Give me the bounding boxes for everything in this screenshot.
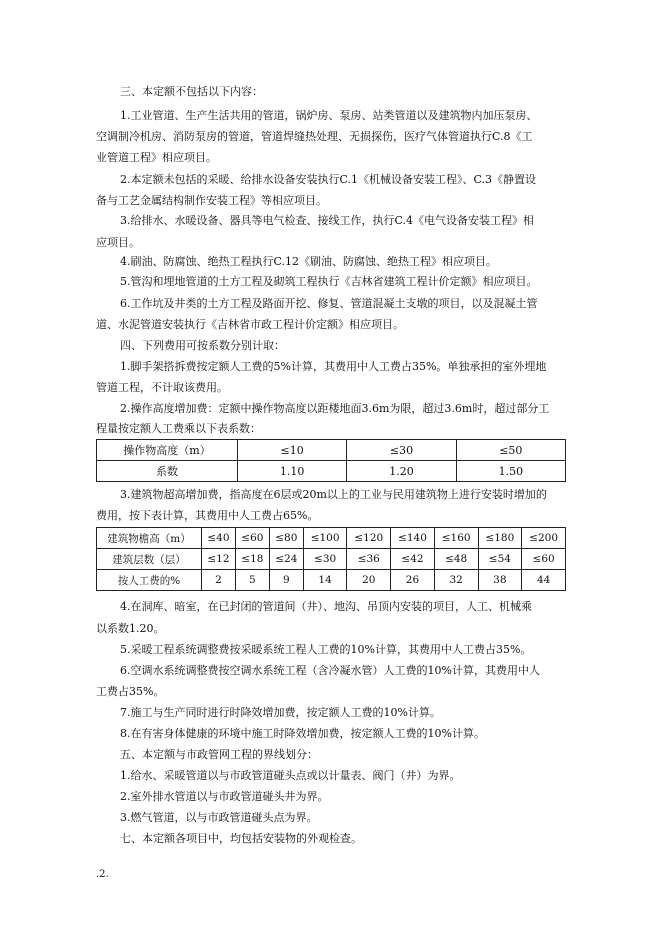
paragraph-line: 5.采暖工程系统调整费按采暖系统工程人工费的10%计算，其费用中人工费占35%。 xyxy=(120,643,532,656)
table-row xyxy=(97,528,566,549)
table-cell: ≤80 xyxy=(269,528,303,549)
table-row xyxy=(97,549,566,570)
table-cell: ≤200 xyxy=(522,528,566,549)
table-cell: ≤60 xyxy=(235,528,269,549)
table-cell: ≤30 xyxy=(347,440,456,461)
section-5-heading: 五、本定额与市政管网工程的界线划分： xyxy=(120,748,318,761)
paragraph-line: 4.刷油、防腐蚀、绝热工程执行C.12《刷油、防腐蚀、绝热工程》相应项目。 xyxy=(120,255,498,268)
section-7-heading: 七、本定额各项目中，均包括安装物的外观检查。 xyxy=(120,832,362,845)
table-cell: 5 xyxy=(235,570,269,591)
paragraph-line: 3.燃气管道，以与市政管道碰头点为界。 xyxy=(120,811,318,824)
paragraph-line: 业管道工程》相应项目。 xyxy=(96,151,217,164)
paragraph-line: 程量按定额人工费乘以下表系数： xyxy=(96,422,261,435)
table-cell: ≤60 xyxy=(522,549,566,570)
table-cell: 9 xyxy=(269,570,303,591)
paragraph-line: 工费占35%。 xyxy=(96,685,165,698)
paragraph-line: 1.脚手架搭拆费按定额人工费的5%计算，其费用中人工费占35%。单独承担的室外埋地 xyxy=(120,360,547,373)
paragraph-line: 2.室外排水管道以与市政管道碰头井为界。 xyxy=(120,790,329,803)
section-3-heading: 三、本定额不包括以下内容： xyxy=(120,85,263,98)
paragraph-line: 费用，按下表计算，其费用中人工费占65%。 xyxy=(96,509,319,522)
height-coefficient-table xyxy=(96,439,566,482)
table-cell: ≤180 xyxy=(478,528,522,549)
table-cell: 系数 xyxy=(97,461,238,482)
table-cell: ≤140 xyxy=(391,528,435,549)
table-cell: 20 xyxy=(347,570,391,591)
table-cell: 38 xyxy=(478,570,522,591)
table-cell: 1.50 xyxy=(456,461,565,482)
table-cell: ≤48 xyxy=(434,549,478,570)
table-row xyxy=(97,440,566,461)
paragraph-line: 1.给水、采暖管道以与市政管道碰头点或以计量表、阀门（井）为界。 xyxy=(120,769,461,782)
paragraph-line: 3.给排水、水暖设备、器具等电气检查、接线工作，执行C.4《电气设备安装工程》相 xyxy=(120,214,535,227)
table-cell: ≤160 xyxy=(434,528,478,549)
table-cell: 32 xyxy=(434,570,478,591)
page-number: .2. xyxy=(96,869,109,880)
table-cell: ≤10 xyxy=(238,440,347,461)
paragraph-line: 空调制冷机房、消防泵房的管道，管道焊缝热处理、无损探伤，医疗气体管道执行C.8《工 xyxy=(96,130,533,143)
table-cell: ≤42 xyxy=(391,549,435,570)
table-cell: ≤18 xyxy=(235,549,269,570)
table-cell: ≤24 xyxy=(269,549,303,570)
paragraph-line: 6.空调水系统调整费按空调水系统工程（含冷凝水管）人工费的10%计算，其费用中人 xyxy=(120,664,540,677)
section-4-heading: 四、下列费用可按系数分别计取： xyxy=(120,339,285,352)
table-cell: ≤100 xyxy=(303,528,347,549)
paragraph-line: 6.工作坑及井类的土方工程及路面开挖、修复、管道混凝土支墩的项目，以及混凝土管 xyxy=(120,297,538,310)
paragraph-line: 1.工业管道、生产生活共用的管道，锅炉房、泵房、站类管道以及建筑物内加压泵房、 xyxy=(120,109,538,122)
table-cell: 14 xyxy=(303,570,347,591)
table-cell: ≤12 xyxy=(202,549,236,570)
table-cell: 建筑层数（层） xyxy=(97,549,202,570)
paragraph-line: 7.施工与生产同时进行时降效增加费，按定额人工费的10%计算。 xyxy=(120,706,441,719)
table-cell: ≤40 xyxy=(202,528,236,549)
building-height-table xyxy=(96,527,566,591)
table-cell: 26 xyxy=(391,570,435,591)
table-cell: 2 xyxy=(202,570,236,591)
paragraph-line: 2.操作高度增加费：定额中操作物高度以距楼地面3.6m为限，超过3.6m时，超过部分工 xyxy=(120,402,550,415)
table-cell: 1.10 xyxy=(238,461,347,482)
paragraph-line: 以系数1.20。 xyxy=(96,622,165,635)
paragraph-line: 道、水泥管道安装执行《吉林省市政工程计价定额》相应项目。 xyxy=(96,318,404,331)
table-cell: ≤36 xyxy=(347,549,391,570)
table-cell: 操作物高度（m） xyxy=(97,440,238,461)
table-cell: ≤30 xyxy=(303,549,347,570)
paragraph-line: 应项目。 xyxy=(96,236,140,249)
paragraph-line: 备与工艺金属结构制作安装工程》等相应项目。 xyxy=(96,194,327,207)
table-cell: 建筑物檐高（m） xyxy=(97,528,202,549)
paragraph-line: 管道工程，不计取该费用。 xyxy=(96,381,228,394)
paragraph-line: 5.管沟和埋地管道的土方工程及砌筑工程执行《吉林省建筑工程计价定额》相应项目。 xyxy=(120,275,538,288)
table-cell: ≤50 xyxy=(456,440,565,461)
paragraph-line: 2.本定额未包括的采暖、给排水设备安装执行C.1《机械设备安装工程》、C.3《静置设 xyxy=(120,173,537,186)
table-row xyxy=(97,461,566,482)
paragraph-line: 8.在有害身体健康的环境中施工时降效增加费，按定额人工费的10%计算。 xyxy=(120,727,485,740)
table-cell: 按人工费的% xyxy=(97,570,202,591)
table-cell: ≤54 xyxy=(478,549,522,570)
table-cell: 44 xyxy=(522,570,566,591)
paragraph-line: 4.在洞库、暗室，在已封闭的管道间（井）、地沟、吊顶内安装的项目，人工、机械乘 xyxy=(120,600,532,613)
paragraph-line: 3.建筑物超高增加费，指高度在6层或20m以上的工业与民用建筑物上进行安装时增加的 xyxy=(120,488,547,501)
table-cell: ≤120 xyxy=(347,528,391,549)
table-cell: 1.20 xyxy=(347,461,456,482)
table-row xyxy=(97,570,566,591)
